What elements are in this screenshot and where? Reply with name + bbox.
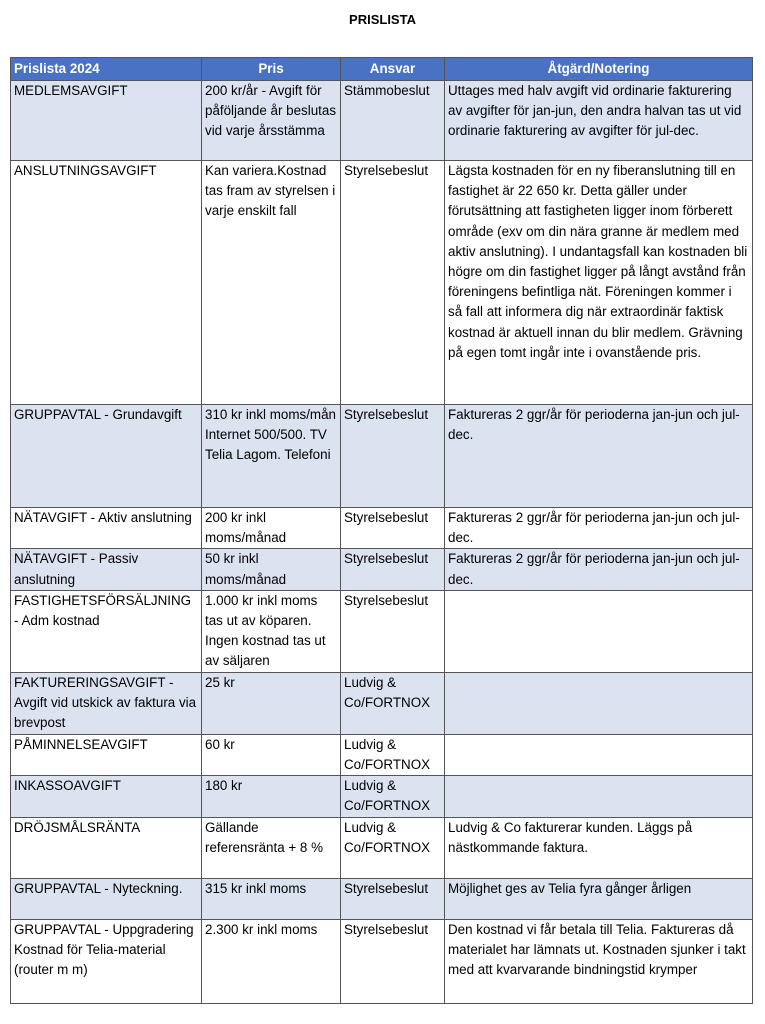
row-name: PÅMINNELSEAVGIFT xyxy=(11,734,202,775)
row-name: FAKTURERINGSAVGIFT - Avgift vid utskick av faktura via brevpost xyxy=(11,672,202,734)
row-responsible: Styrelsebeslut xyxy=(341,508,445,549)
header-ansvar: Ansvar xyxy=(341,58,445,81)
row-name: FASTIGHETSFÖRSÄLJNING - Adm kostnad xyxy=(11,590,202,672)
row-price: 200 kr inkl moms/månad xyxy=(202,508,341,549)
row-note: Ludvig & Co fakturerar kunden. Läggs på nästkommande faktura. xyxy=(445,817,753,878)
table-row xyxy=(11,405,753,508)
row-name: NÄTAVGIFT - Passiv anslutning xyxy=(11,549,202,590)
table-row xyxy=(11,817,753,878)
row-responsible: Ludvig & Co/FORTNOX xyxy=(341,817,445,878)
row-price: 1.000 kr inkl moms tas ut av köparen. Ingen kostnad tas ut av säljaren xyxy=(202,590,341,672)
table-row xyxy=(11,508,753,549)
row-name: NÄTAVGIFT - Aktiv anslutning xyxy=(11,508,202,549)
price-table xyxy=(10,57,753,1004)
row-responsible: Styrelsebeslut xyxy=(341,161,445,405)
row-note: Uttages med halv avgift vid ordinarie fakturering av avgifter för jan-jun, den andra halvan tas ut vid ordinarie fakturering av avgifter för jul-dec. xyxy=(445,81,753,161)
row-note: Faktureras 2 ggr/år för perioderna jan-jun och jul-dec. xyxy=(445,405,753,508)
row-responsible: Styrelsebeslut xyxy=(341,405,445,508)
page-title: PRISLISTA xyxy=(349,12,416,27)
row-name: DRÖJSMÅLSRÄNTA xyxy=(11,817,202,878)
row-note: Möjlighet ges av Telia fyra gånger årligen xyxy=(445,878,753,919)
row-responsible: Styrelsebeslut xyxy=(341,549,445,590)
row-responsible: Styrelsebeslut xyxy=(341,590,445,672)
row-price: 200 kr/år - Avgift för påföljande år beslutas vid varje årsstämma xyxy=(202,81,341,161)
row-responsible: Ludvig & Co/FORTNOX xyxy=(341,776,445,817)
row-note xyxy=(445,776,753,817)
table-row xyxy=(11,81,753,161)
row-note: Lägsta kostnaden för en ny fiberanslutning till en fastighet är 22 650 kr. Detta gäller under förutsättning att fastigheten ligger inom förberett område (exv om din nära granne är medlem med aktiv anslutning). I undantagsfall kan kostnaden bli högre om din fastighet ligger på långt avstånd från föreningens befintliga nät. Föreningen kommer i så fall att informera dig när extraordinär faktisk kostnad är aktuell innan du blir medlem. Grävning på egen tomt ingår inte i ovanstående pris. xyxy=(445,161,753,405)
row-price: 180 kr xyxy=(202,776,341,817)
header-prislista: Prislista 2024 xyxy=(11,58,202,81)
row-price: 315 kr inkl moms xyxy=(202,878,341,919)
row-note: Faktureras 2 ggr/år för perioderna jan-jun och jul-dec. xyxy=(445,549,753,590)
row-note xyxy=(445,590,753,672)
table-row xyxy=(11,919,753,1003)
row-name: ANSLUTNINGSAVGIFT xyxy=(11,161,202,405)
row-responsible: Ludvig & Co/FORTNOX xyxy=(341,734,445,775)
table-row xyxy=(11,549,753,590)
row-note: Faktureras 2 ggr/år för perioderna jan-jun och jul-dec. xyxy=(445,508,753,549)
row-price: Kan variera.Kostnad tas fram av styrelsen i varje enskilt fall xyxy=(202,161,341,405)
header-atgard-notering: Åtgärd/Notering xyxy=(445,58,753,81)
table-row xyxy=(11,776,753,817)
row-responsible: Styrelsebeslut xyxy=(341,878,445,919)
row-note xyxy=(445,734,753,775)
row-note xyxy=(445,672,753,734)
row-price: 60 kr xyxy=(202,734,341,775)
row-responsible: Styrelsebeslut xyxy=(341,919,445,1003)
row-name: GRUPPAVTAL - Uppgradering Kostnad för Telia-material (router m m) xyxy=(11,919,202,1003)
row-price: 25 kr xyxy=(202,672,341,734)
row-price: 50 kr inkl moms/månad xyxy=(202,549,341,590)
row-responsible: Stämmobeslut xyxy=(341,81,445,161)
row-price: Gällande referensränta + 8 % xyxy=(202,817,341,878)
table-row xyxy=(11,672,753,734)
table-header-row xyxy=(11,58,753,81)
row-price: 310 kr inkl moms/mån Internet 500/500. TV Telia Lagom. Telefoni xyxy=(202,405,341,508)
row-name: GRUPPAVTAL - Grundavgift xyxy=(11,405,202,508)
row-name: INKASSOAVGIFT xyxy=(11,776,202,817)
table-row xyxy=(11,590,753,672)
table-row xyxy=(11,734,753,775)
row-note: Den kostnad vi får betala till Telia. Faktureras då materialet har lämnats ut. Kostnaden sjunker i takt med att kvarvarande bindningstid krymper xyxy=(445,919,753,1003)
header-pris: Pris xyxy=(202,58,341,81)
table-row xyxy=(11,161,753,405)
row-name: MEDLEMSAVGIFT xyxy=(11,81,202,161)
row-responsible: Ludvig & Co/FORTNOX xyxy=(341,672,445,734)
row-name: GRUPPAVTAL - Nyteckning. xyxy=(11,878,202,919)
table-row xyxy=(11,878,753,919)
row-price: 2.300 kr inkl moms xyxy=(202,919,341,1003)
